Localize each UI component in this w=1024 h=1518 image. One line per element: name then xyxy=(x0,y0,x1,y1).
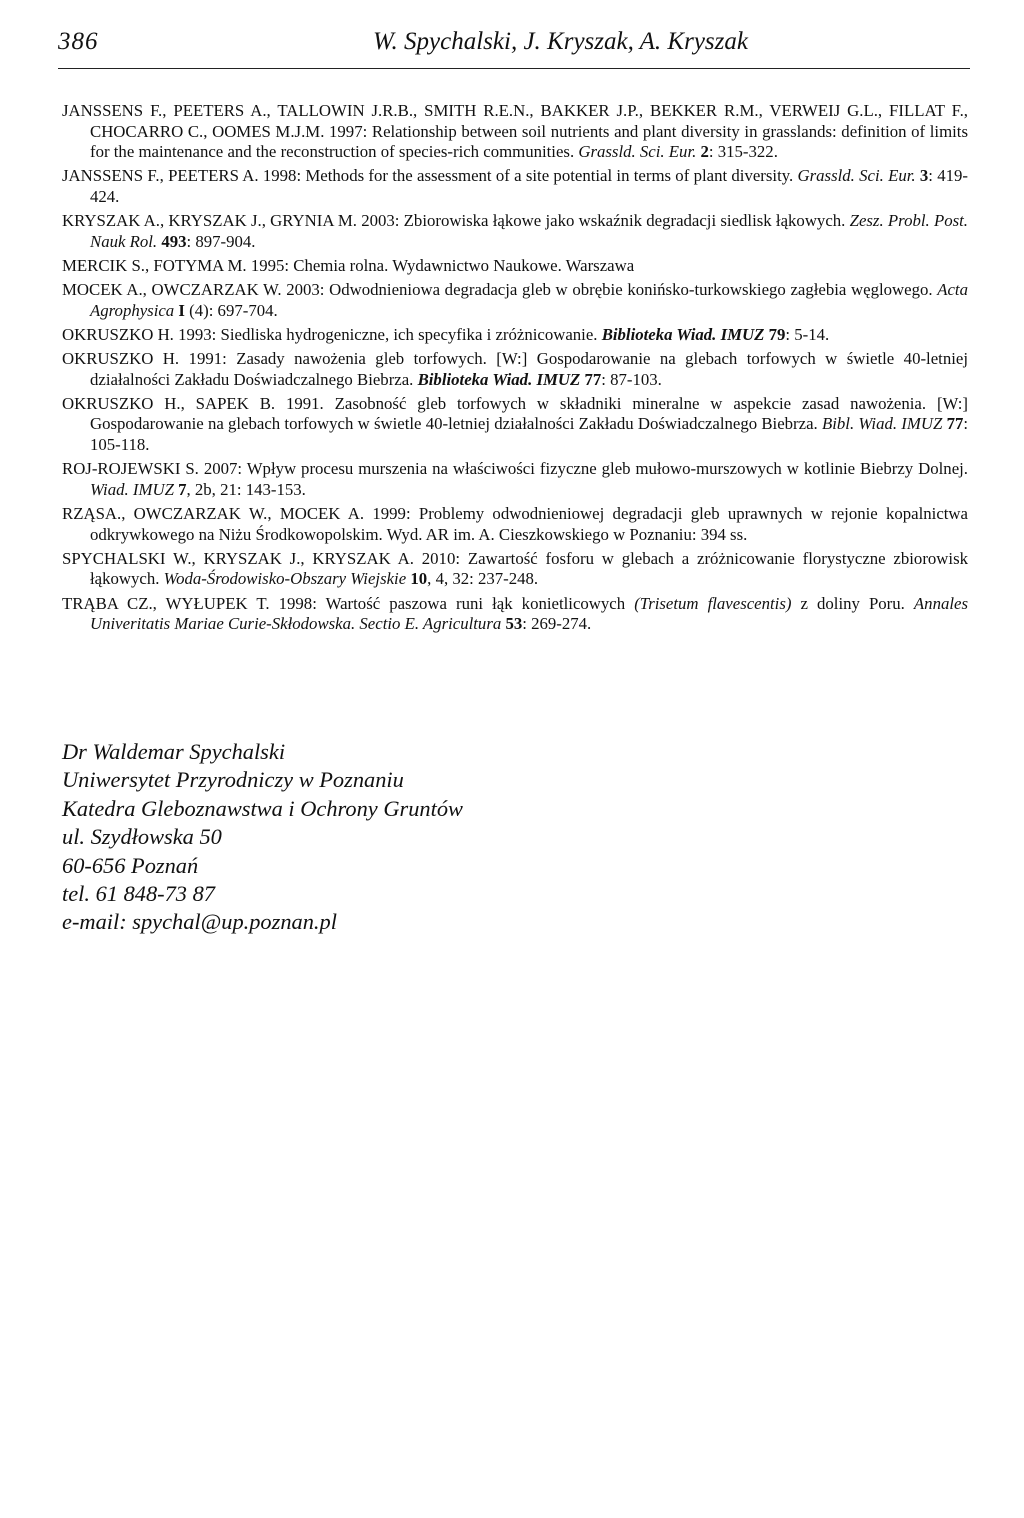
reference-item: JANSSENS F., PEETERS A., TALLOWIN J.R.B., SMITH R.E.N., BAKKER J.P., BEKKER R.M., VERWEIJ G.L., FILLAT F., CHOCARRO C., OOMES M.J.M. 1997: Relationship between soil nutrients and plant diversity in grasslands: definition of limits for the maintenance and the reconstruction of species-rich communities. Grassld. Sci. Eur. 2: 315-322. xyxy=(62,101,969,162)
author-address xyxy=(62,738,463,937)
reference-item: TRĄBA CZ., WYŁUPEK T. 1998: Wartość paszowa runi łąk konietlicowych (Trisetum flavescentis) z doliny Poru. Annales Univeritatis Mariae Curie-Skłodowska. Sectio E. Agricultura 53: 269-274. xyxy=(62,593,968,634)
reference-item: ROJ-ROJEWSKI S. 2007: Wpływ procesu murszenia na właściwości fizyczne gleb mułowo-murszowych w kotlinie Biebrzy Dolnej. Wiad. IMUZ 7, 2b, 21: 143-153. xyxy=(62,459,968,499)
reference-item: OKRUSZKO H. 1993: Siedliska hydrogeniczne, ich specyfika i zróżnicowanie. Biblioteka Wiad. IMUZ 79: 5-14. xyxy=(62,324,830,344)
reference-list xyxy=(62,101,968,638)
author-university: Uniwersytet Przyrodniczy w Poznaniu xyxy=(62,767,404,793)
reference-item: MOCEK A., OWCZARZAK W. 2003: Odwodnieniowa degradacja gleb w obrębie konińsko-turkowskiego zagłebia węglowego. Acta Agrophysica I (4): 697-704. xyxy=(62,280,968,320)
author-street: ul. Szydłowska 50 xyxy=(62,824,222,850)
reference-item: KRYSZAK A., KRYSZAK J., GRYNIA M. 2003: Zbiorowiska łąkowe jako wskaźnik degradacji siedlisk łąkowych. Zesz. Probl. Post. Nauk Rol. 493: 897-904. xyxy=(62,211,968,251)
running-head: W. Spychalski, J. Kryszak, A. Kryszak xyxy=(373,28,748,55)
reference-item: RZĄSA., OWCZARZAK W., MOCEK A. 1999: Problemy odwodnieniowej degradacji gleb uprawnych w rejonie kopalnictwa odkrywkowego na Niżu Środkowopolskim. Wyd. AR im. A. Cieszkowskiego w Poznaniu: 394 ss. xyxy=(62,504,969,544)
reference-item: OKRUSZKO H., SAPEK B. 1991. Zasobność gleb torfowych w składniki mineralne w aspekcie zasad nawożenia. [W:] Gospodarowanie na glebach torfowych w świetle 40-letniej działalności Zakładu Doświadczalnego Biebrza. Bibl. Wiad. IMUZ 77: 105-118. xyxy=(62,393,969,455)
page-number: 386 xyxy=(58,28,99,55)
author-department: Katedra Gleboznawstwa i Ochrony Gruntów xyxy=(62,795,463,821)
author-phone: tel. 61 848-73 87 xyxy=(62,881,215,907)
reference-item: OKRUSZKO H. 1991: Zasady nawożenia gleb torfowych. [W:] Gospodarowanie na glebach torfowych w świetle 40-letniej działalności Zakładu Doświadczalnego Biebrza. Biblioteka Wiad. IMUZ 77: 87-103. xyxy=(62,349,968,389)
page-header xyxy=(58,28,970,69)
author-city: 60-656 Poznań xyxy=(62,852,199,878)
author-email: e-mail: spychal@up.poznan.pl xyxy=(62,909,337,935)
reference-item: MERCIK S., FOTYMA M. 1995: Chemia rolna. Wydawnictwo Naukowe. Warszawa xyxy=(62,255,635,275)
author-name: Dr Waldemar Spychalski xyxy=(62,739,286,764)
reference-item: JANSSENS F., PEETERS A. 1998: Methods for the assessment of a site potential in terms of plant diversity. Grassld. Sci. Eur. 3: 419-424. xyxy=(62,166,968,206)
reference-item: SPYCHALSKI W., KRYSZAK J., KRYSZAK A. 2010: Zawartość fosforu w glebach a zróżnicowanie florystyczne zbiorowisk łąkowych. Woda-Środowisko-Obszary Wiejskie 10, 4, 32: 237-248. xyxy=(62,548,968,589)
